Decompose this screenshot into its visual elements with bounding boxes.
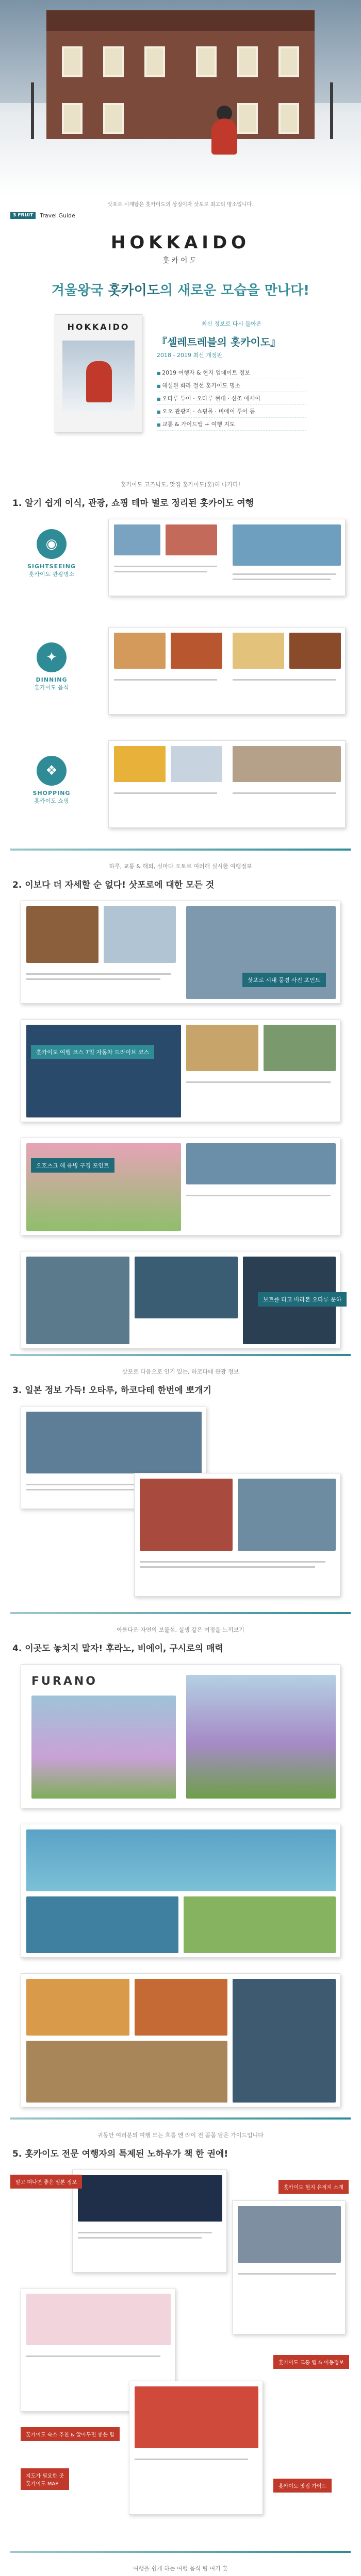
feature-item: ■ 오타루 투어 · 오타루 현대 · 신조 에세이 — [157, 392, 306, 405]
s2-title: 2. 이보다 더 자세할 순 없다! 삿포로에 대한 모든 것 — [12, 880, 215, 890]
feature-item: ■ 2019 여행자 & 현지 업데이트 정보 — [157, 366, 306, 379]
spread-sapporo-3 — [21, 1138, 340, 1235]
spread-hakodate — [134, 1473, 340, 1597]
s3-title: 3. 일본 정보 가득! 오타루, 하코다테 한번에 뽀개기 — [12, 1385, 211, 1396]
caption-drift-ice: 오호츠크 해 유빙 구경 포인트 — [31, 1158, 114, 1173]
feature-item: ■ 교통 & 가이드맵 + 여행 지도 — [157, 418, 306, 431]
callout: 지도가 필요한 곳 홋카이도 MAP — [21, 2468, 69, 2490]
brand-row — [0, 208, 361, 219]
book-small-top: 최신 정보로 다시 돌아온 — [201, 320, 262, 327]
fork-icon: ✦ — [37, 642, 67, 672]
label-ko: 홋카이도 음식 — [34, 684, 69, 691]
camera-icon: ◉ — [37, 529, 67, 559]
label-ko: 홋카이도 쇼핑 — [34, 798, 69, 804]
feature-item: ■ 해설된 화라 절선 홋카이도 명소 — [157, 379, 306, 392]
label-dining — [0, 642, 103, 691]
label-ko: 홋카이도 관광명소 — [28, 571, 75, 578]
hero-image — [0, 0, 361, 196]
tagline-prefix: 겨울왕국 — [51, 283, 108, 298]
traveler-coat — [211, 118, 237, 155]
label-shopping — [0, 756, 103, 805]
title-korean: 홋카이도 — [162, 257, 199, 265]
callout: 홋카이도 교통 팁 & 이동정보 — [273, 2355, 349, 2369]
spread-shopping — [108, 740, 346, 828]
section-4 — [0, 1654, 361, 2117]
caption-sapporo-view: 삿포로 시내 풍경 사진 포인트 — [242, 973, 326, 987]
spread-sapporo-2 — [21, 1019, 340, 1122]
clock-tower-building — [46, 26, 315, 155]
furano-label: FURANO — [31, 1675, 97, 1688]
spread-sightseeing — [108, 519, 346, 596]
snow-ground — [0, 139, 361, 196]
callout: 홋카이도 숙소 추천 & 알아두면 좋은 팁 — [21, 2427, 120, 2441]
book-cover-title: HOKKAIDO — [67, 322, 130, 332]
s1-title: 1. 알기 쉽게 이식, 관광, 쇼핑 테마 별로 정리된 홋카이도 여행 — [12, 498, 254, 509]
feature-list — [157, 366, 306, 431]
spread-info-1 — [72, 2170, 227, 2273]
caption-course: 홋카이도 여행 코스 7일 자동차 드라이브 코스 — [31, 1045, 154, 1059]
brand-series: Travel Guide — [40, 212, 75, 219]
spread-dining — [108, 627, 346, 715]
spread-info-4 — [129, 2381, 263, 2515]
label-en: SHOPPING — [32, 790, 71, 796]
callout: 알고 떠나면 좋은 일본 정보 — [10, 2175, 82, 2189]
callout: 홋카이도 맛집 가이드 — [273, 2479, 332, 2493]
spread-furano — [21, 1664, 340, 1808]
s1-subtitle: 홋카이도 고즈넉도, 맛집 홋카이도(홋)해 나가다! — [120, 481, 241, 488]
s4-subtitle: 아름다운 자연의 보물섬, 실생 같은 여정을 느끼보기 — [117, 1626, 244, 1633]
book-description — [157, 314, 306, 433]
tagline-highlight: 홋카이도 — [108, 283, 160, 298]
label-sightseeing — [0, 529, 103, 578]
brand-logo: 3 FRUIT — [10, 212, 36, 219]
s6-subtitle: 여행을 쉽게 하는 여행 음식 링 여기 홋 — [133, 2565, 228, 2572]
s2-subtitle: 하루, 교통 & 해외, 실마다 오토로 여러해 실시한 여행정보 — [109, 863, 252, 870]
spread-sapporo-1 — [21, 901, 340, 1004]
callout: 홋카이도 현지 유적지 소개 — [278, 2180, 349, 2194]
s4-title: 4. 이곳도 놓치지 말자! 후라노, 비에이, 구시로의 매력 — [12, 1643, 223, 1654]
gift-icon: ❖ — [37, 756, 67, 786]
s5-subtitle: 귀동안 여러분의 여행 모는 흐름 엔 라이 전 꼼꼼 담은 가이드입니다 — [97, 2132, 264, 2139]
book-cover — [55, 314, 142, 433]
section-1 — [0, 509, 361, 849]
label-en: SIGHTSEEING — [27, 563, 76, 570]
tagline — [0, 280, 361, 299]
caption-otaru-canal: 보트를 타고 바라본 오타루 운하 — [258, 1292, 347, 1307]
title-block — [0, 219, 361, 299]
section-2 — [0, 890, 361, 1354]
label-en: DINNING — [36, 676, 68, 683]
spread-kushiro — [21, 1973, 340, 2107]
s5-title: 5. 홋카이도 전문 여행자의 특제된 노하우가 책 한 권에! — [12, 2149, 228, 2159]
spread-biei — [21, 1824, 340, 1958]
tagline-suffix: 의 새로운 모습을 만나다! — [159, 283, 310, 298]
book-intro — [0, 314, 361, 433]
hero-caption: 삿포로 시계탑은 홋카이도의 상징이자 삿포로 최고의 명소입니다. — [107, 202, 254, 208]
feature-item: ■ 오오 관광지 · 쇼핑몰 · 비에이 투어 등 — [157, 405, 306, 418]
spread-info-2 — [232, 2200, 346, 2334]
section-5 — [0, 2159, 361, 2551]
s3-subtitle: 삿포로 다음으로 인기 있는, 하코다테 관광 정보 — [122, 1368, 239, 1375]
section-3 — [0, 1396, 361, 1612]
title-english: HOKKAIDO — [110, 232, 251, 253]
book-edition: 2018 - 2019 최신 개정판 — [157, 352, 223, 359]
book-name: 『셀레트레블의 홋카이도』 — [157, 336, 281, 348]
